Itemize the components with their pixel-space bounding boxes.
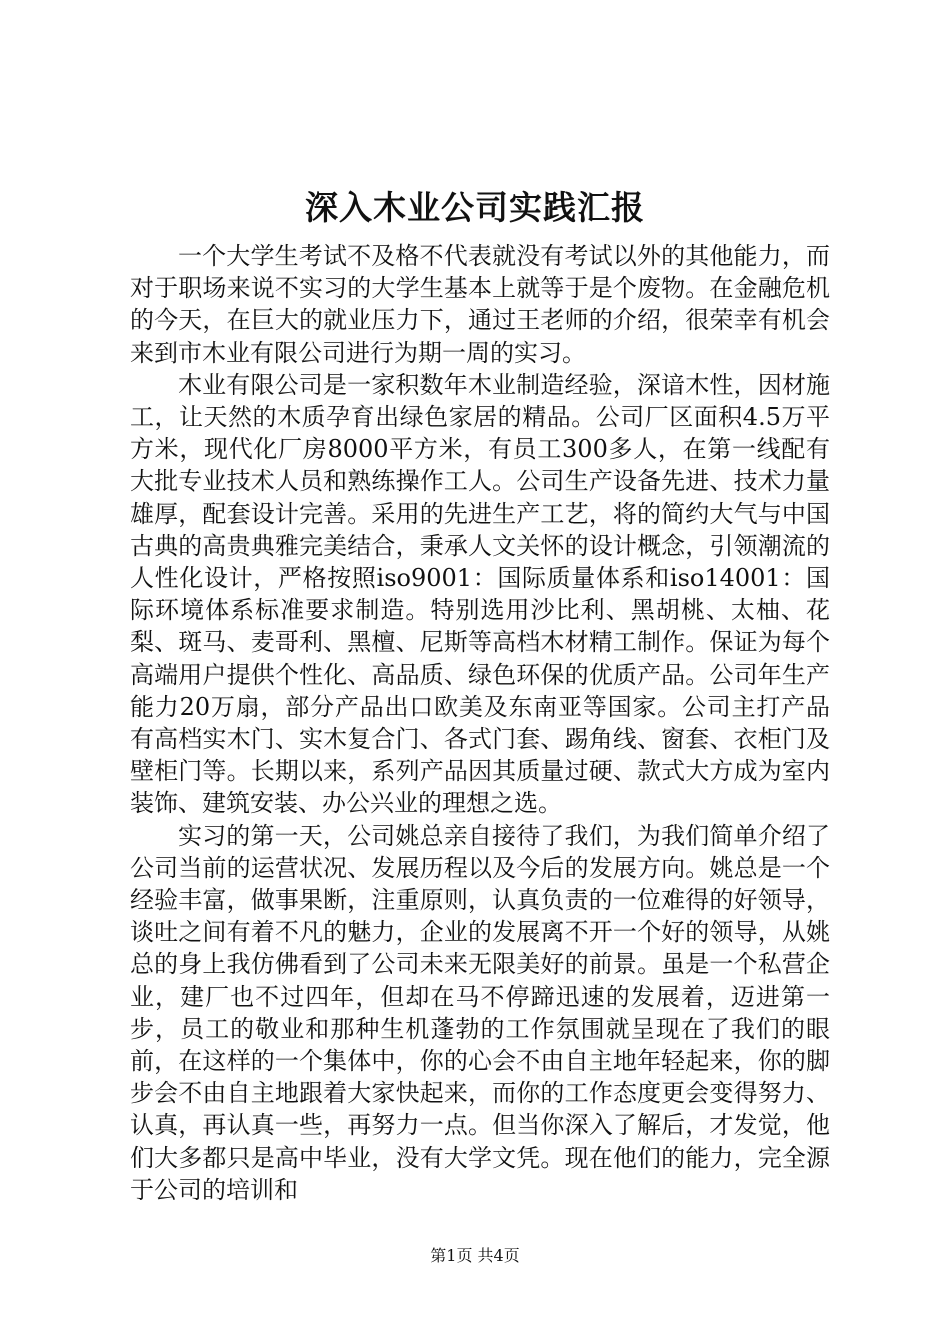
paragraph-first-day: 实习的第一天，公司姚总亲自接待了我们，为我们简单介绍了公司当前的运营状况、发展历程以及今后的发展方向。姚总是一个经验丰富，做事果断，注重原则，认真负责的一位难得的好领导，谈吐之间有着不凡的魅力，企业的发展离不开一个好的领导，从姚总的身上我仿佛看到了公司未来无限美好的前景。虽是一个私营企业，建厂也不过四年，但却在马不停蹄迅速的发展着，迈进第一步，员工的敬业和那种生机蓬勃的工作氛围就呈现在了我们的眼前，在这样的一个集体中，你的心会不由自主地年轻起来，你的脚步会不由自主地跟着大家快起来，而你的工作态度更会变得努力、认真，再认真一些，再努力一点。但当你深入了解后，才发觉，他们大多都只是高中毕业，没有大学文凭。现在他们的能力，完全源于公司的培训和 — [130, 821, 830, 1204]
document-body — [130, 240, 830, 1206]
page-number-footer: 第1页 共4页 — [430, 1246, 520, 1265]
paragraph-intro: 一个大学生考试不及格不代表就没有考试以外的其他能力，而对于职场来说不实习的大学生基本上就等于是个废物。在金融危机的今天，在巨大的就业压力下，通过王老师的介绍，很荣幸有机会来到市木业有限公司进行为期一周的实习。 — [130, 242, 830, 367]
paragraph-company-profile: 木业有限公司是一家积数年木业制造经验，深谙木性，因材施工，让天然的木质孕育出绿色家居的精品。公司厂区面积4.5万平方米，现代化厂房8000平方米，有员工300多人，在第一线配有大批专业技术人员和熟练操作工人。公司生产设备先进、技术力量雄厚，配套设计完善。采用的先进生产工艺，将的简约大气与中国古典的高贵典雅完美结合，秉承人文关怀的设计概念，引领潮流的人性化设计，严格按照iso9001：国际质量体系和iso14001：国际环境体系标准要求制造。特别选用沙比利、黑胡桃、太柚、花梨、斑马、麦哥利、黑檀、尼斯等高档木材精工制作。保证为每个高端用户提供个性化、高品质、绿色环保的优质产品。公司年生产能力20万扇，部分产品出口欧美及东南亚等国家。公司主打产品有高档实木门、实木复合门、各式门套、踢角线、窗套、衣柜门及壁柜门等。长期以来，系列产品因其质量过硬、款式大方成为室内装饰、建筑安装、办公兴业的理想之选。 — [130, 370, 830, 818]
document-title: 深入木业公司实践汇报 — [305, 188, 645, 227]
